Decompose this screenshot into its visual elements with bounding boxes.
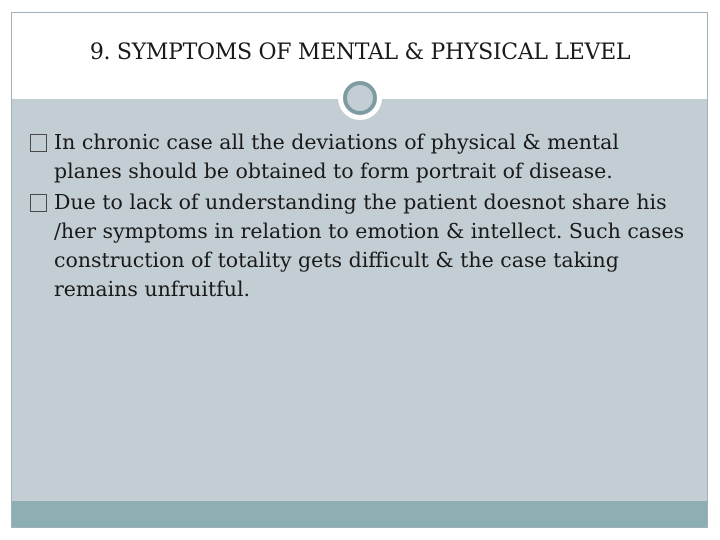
bullet-text: In chronic case all the deviations of physical & mental planes should be obtained to form portrait of disease. [54, 130, 619, 183]
bullet-text: Due to lack of understanding the patient doesnot share his /her symptoms in relation to emotion & intellect. Such cases construction of totality gets difficult & the case taking remains unfruitful. [54, 190, 685, 301]
missing-glyph-box-icon [30, 194, 47, 212]
bullet-item [30, 188, 690, 304]
ring-ornament-icon [338, 76, 382, 120]
ring-inner [343, 81, 377, 115]
slide-title: 9. SYMPTOMS OF MENTAL & PHYSICAL LEVEL [89, 40, 631, 65]
bullet-item [30, 128, 690, 186]
missing-glyph-box-icon [30, 134, 47, 152]
bullet-list [30, 128, 690, 306]
